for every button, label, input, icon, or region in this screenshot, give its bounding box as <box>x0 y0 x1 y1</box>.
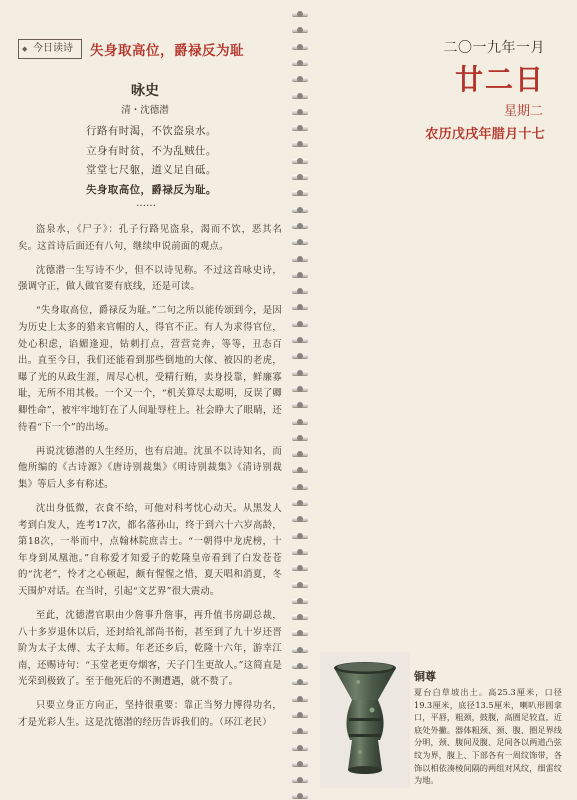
commentary-paragraph: 盗泉水，《尸子》：孔子行路见盗泉，渴而不饮，恶其名矣。这首诗后面还有八句，继续申说前面的观点。 <box>18 224 282 252</box>
binding-ring <box>292 12 308 16</box>
binding-ring <box>292 664 308 668</box>
bronze-vessel-icon <box>320 652 410 788</box>
binding-ring <box>292 615 308 619</box>
binding-ring <box>292 159 308 163</box>
spiral-binding <box>292 0 308 800</box>
binding-ring <box>292 387 308 391</box>
binding-ring <box>292 583 308 587</box>
poem-ellipsis: …… <box>136 198 156 209</box>
poem-line: 堂堂七尺躯，道义足自砥。 <box>86 164 217 176</box>
binding-ring <box>292 534 308 538</box>
binding-ring <box>292 94 308 98</box>
binding-ring <box>292 599 308 603</box>
commentary-paragraph: “失身取高位，爵禄反为耻。”二句之所以能传颂到今，是因为历史上太多的猎来官帽的人，得官不正。有人为求得官位，处心积虑，谄媚逢迎，钻刺打点，营营竞奔，等等，丑态百出。直至今日，我们还能看到那些倒地的大傢、被囚的老虎，曝了光的从政生涯，周尽心机，受精行贿，卖身投靠，鲜廉寡耻，无所不用其极。一个又一个，“机关算尽太聪明，反误了卿卿性命”，被牢牢地钉在了人间耻辱柱上。社会睁大了眼睛，还待看“下一个”的出场。 <box>18 305 282 433</box>
binding-ring <box>292 680 308 684</box>
binding-ring <box>292 697 308 701</box>
header-title: 失身取高位，爵禄反为耻 <box>90 43 244 59</box>
poem-line-highlight: 失身取高位，爵禄反为耻。 <box>86 183 217 196</box>
daily-poem-tag: ◆ 今日读诗 <box>18 39 82 59</box>
binding-ring <box>292 778 308 782</box>
binding-ring <box>292 648 308 652</box>
binding-ring <box>292 338 308 342</box>
binding-ring <box>292 191 308 195</box>
binding-ring <box>292 371 308 375</box>
binding-ring <box>292 452 308 456</box>
commentary-paragraph: 沈出身低微，衣食不给，可他对科考忱心动天。从黑发人考到白发人，连考17次，都名落孙山，终于到六十六岁高龄，第18次，一举而中，点翰林院庶吉士。“一朝得中龙虎榜，十年身到凤凰池。”自称爱才知爱子的乾隆皇帝看到了白发苍苍的“沈老”，怜才之心顿起，颇有惺惺之惜，夏天唱和消夏，冬天围炉对话。在当时，引起“文艺界”很大震动。 <box>18 502 282 597</box>
binding-ring <box>292 403 308 407</box>
binding-ring <box>292 240 308 244</box>
binding-ring <box>292 746 308 750</box>
binding-ring <box>292 501 308 505</box>
date-year-month: 二〇一九年一月 <box>443 40 545 56</box>
date-lunar: 农历戊戌年腊月十七 <box>425 127 545 142</box>
binding-ring <box>292 126 308 130</box>
binding-ring <box>292 729 308 733</box>
poem-line: 立身有时贫，不为乱贼仕。 <box>86 144 217 157</box>
binding-ring <box>292 289 308 293</box>
binding-ring <box>292 762 308 766</box>
artifact-description: 夏台白草坡出土。高25.3厘米，口径19.3厘米，底径13.5厘米，喇叭形圆拿口，平唇，粗颈，鼓腹，高圈足较直，近底处外撇。器体粗颈、颈、腹、圈足界线分明，颈、腹间及腹、足间各以两道凸弦纹为界，腹上、下部各有一周纹饰带，各饰以相依凑棱间隔的两组对风纹，细雷纹为地。 <box>414 687 562 786</box>
artifact-title: 铜尊 <box>414 670 436 683</box>
binding-ring <box>292 305 308 309</box>
binding-ring <box>292 485 308 489</box>
date-day: 廿二日 <box>454 63 545 96</box>
binding-ring <box>292 77 308 81</box>
binding-ring <box>292 436 308 440</box>
binding-ring <box>292 110 308 114</box>
binding-ring <box>292 28 308 32</box>
binding-ring <box>292 257 308 261</box>
commentary-paragraph: 沈德潜一生写诗不少，但不以诗见称。不过这首咏史诗，强调守正，做人做官要有底线，还是可读。 <box>18 264 282 293</box>
binding-ring <box>292 713 308 717</box>
poem-body <box>86 122 217 200</box>
binding-ring <box>292 420 308 424</box>
binding-ring <box>292 61 308 65</box>
commentary <box>18 222 282 739</box>
binding-ring <box>292 566 308 570</box>
binding-ring <box>292 208 308 212</box>
binding-ring <box>292 631 308 635</box>
binding-ring <box>292 550 308 554</box>
binding-ring <box>292 517 308 521</box>
binding-ring <box>292 354 308 358</box>
binding-ring <box>292 322 308 326</box>
binding-ring <box>292 175 308 179</box>
date-weekday: 星期二 <box>503 104 543 119</box>
commentary-paragraph: 至此，沈德潜官职由少詹事升詹事，再升值书房副总裁，八十多岁退休以后，还封给礼部尚书衔，甚至到了九十岁还晋阶为太子太傅、太子太师。年老还乡后，乾隆十六年，游幸江南，还赐诗句：“玉堂老更夸烟客，天子门生更故人。”这简直是光荣到极致了。至于他死后的不测遭遇，就不赘了。 <box>18 609 282 688</box>
poem-author: 清・沈德潜 <box>121 105 169 116</box>
poem-line: 行路有时渴，不饮盗泉水。 <box>86 125 217 137</box>
binding-ring <box>292 273 308 277</box>
binding-ring <box>292 224 308 228</box>
poem-title: 咏史 <box>131 83 159 99</box>
header-bar <box>18 39 288 59</box>
binding-ring <box>292 794 308 798</box>
binding-ring <box>292 468 308 472</box>
bronze-zun-photo <box>320 652 410 788</box>
commentary-paragraph: 只要立身正方向正，坚持很重要：靠正当努力博得功名，才是光彩人生。这是沈德潜的经历告诉我们的。（环江老民） <box>18 700 282 729</box>
commentary-paragraph: 再说沈德潜的人生经历，也有启迪。沈虽不以诗知名，而他所编的《古诗源》《唐诗别裁集》《明诗别裁集》《清诗别裁集》等后人多有称述。 <box>18 445 282 490</box>
binding-ring <box>292 142 308 146</box>
binding-ring <box>292 45 308 49</box>
